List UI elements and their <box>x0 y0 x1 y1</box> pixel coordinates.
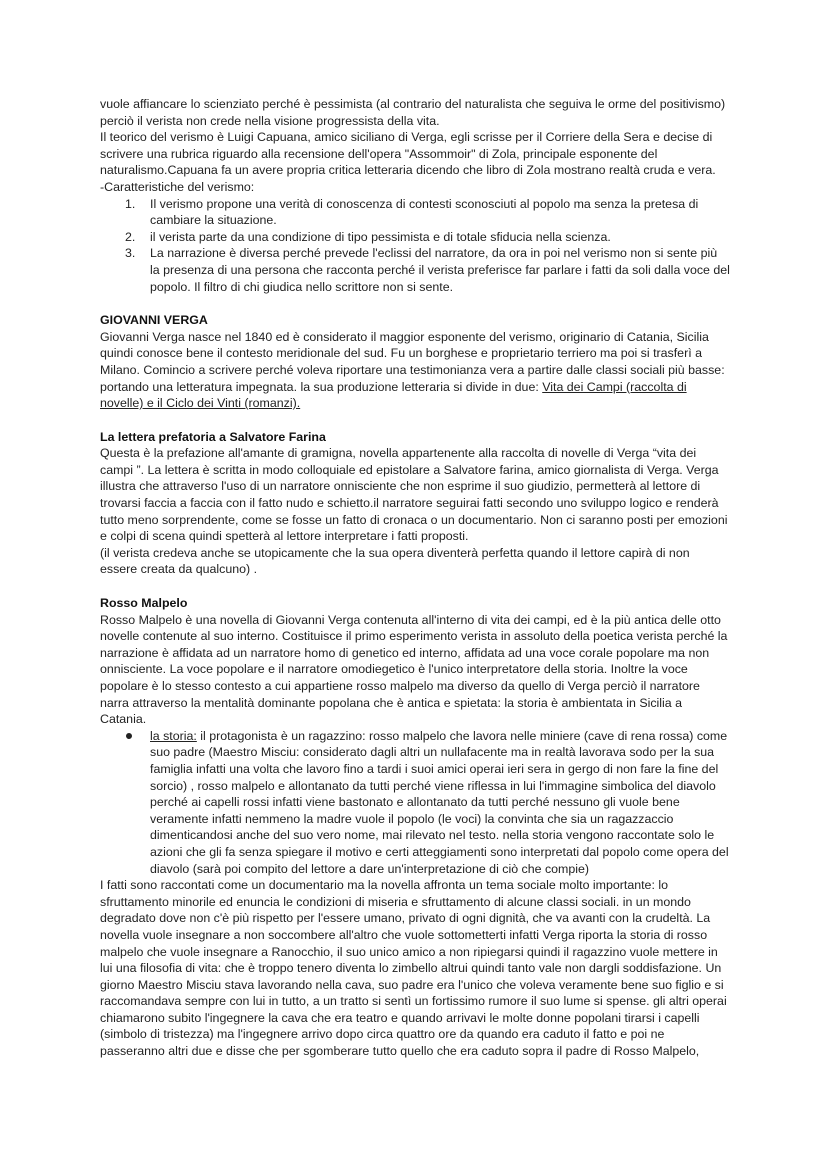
list-number: 3. <box>125 246 136 261</box>
list-item <box>100 229 730 246</box>
list-item-text: Il verismo propone una verità di conoscenza di contesti sconosciuti al popolo ma senza la pretesa di cambiare la situazione. <box>150 196 699 228</box>
bullet-dot-icon <box>126 733 132 739</box>
verismo-features-list <box>100 196 730 296</box>
list-item <box>100 245 730 295</box>
verga-heading: GIOVANNI VERGA <box>100 313 208 328</box>
section-spacer <box>100 412 730 429</box>
story-label: la storia: <box>150 728 197 743</box>
list-item-text: il verista parte da una condizione di tipo pessimista e di totale sfiducia nella scienza. <box>150 229 611 244</box>
document-page <box>100 96 730 1060</box>
intro-paragraph-1: vuole affiancare lo scienziato perché è pessimista (al contrario del naturalista che seguiva le orme del positivismo) perciò il verista non crede nella visione progressista della vita. <box>100 97 726 128</box>
verga-paragraph <box>100 329 730 412</box>
story-text: il protagonista è un ragazzino: rosso malpelo che lavora nelle miniere (cave di rena rossa) come suo padre (Maestro Misciu: considerato dagli altri un nullafacente ma in realtà lavorava sodo per la sua famiglia infatti una volta che lavoro fino a tardi i suoi amici operai ieri sera in gergo di non fare la fine del sorcio) , rosso malpelo e allontanato da tutti perché viene riflessa in lui l'immagine simbolica del diavolo perché ai capelli rossi infatti viene bastonato e allontanato da tutti perché nessuno gli vuole bene veramente infatti nemmeno la madre vuole il popolo (le voci) la convinta che sia un ragazzaccio dimenticandosi anche del suo vero nome, mai rilevato nel testo. nella storia vengono raccontate solo le azioni che gli fa senza spiegare il motivo e certi atteggiamenti sono interpretati dal popolo come opera del diavolo (sarà poi compito del lettore a dare un'interpretazione di ciò che compie) <box>150 728 729 876</box>
list-number: 1. <box>125 196 136 211</box>
rosso-paragraph-2: I fatti sono raccontati come un documentario ma la novella affronta un tema sociale molto importante: lo sfruttamento minorile ed enuncia le condizioni di miseria e sfruttamento di alcune classi sociali. in un mondo degradato dove non c'è più rispetto per l'essere umano, privato di ogni dignità, che va avanti con la crudeltà. La novella vuole insegnare a non soccombere all'altro che vuole sottometterti infatti Verga riporta la storia di rosso malpelo che vuole insegnare a Ranocchio, il suo unico amico a non ripiegarsi quindi il ragazzino vuole mettere in lui una filosofia di vita: che è troppo tenero diventa lo zimbello altrui quindi tanto vale non dargli soddisfazione. Un giorno Maestro Misciu stava lavorando nella cava, suo padre era l'unico che voleva veramente bene suo figlio e si raccomandava sempre con lui in tutto, a un tratto si sentì un fortissimo rumore il suo lume si spense. gli altri operai chiamarono subito l'ingegnere la cava che era teatro e quando arrivavi le molte donne popolani tirarsi i capelli (simbolo di tristezza) ma l'ingegnere arrivo dopo circa quattro ore da quando era caduto il fatto e poi ne passeranno altri due e disse che per sgomberare tutto quello che era caduto sopra il padre di Rosso Malpelo, <box>100 878 727 1059</box>
story-bullet <box>100 728 730 877</box>
list-number: 2. <box>125 229 136 244</box>
intro-paragraph-2: Il teorico del verismo è Luigi Capuana, amico siciliano di Verga, egli scrisse per il Corriere della Sera e decise di scrivere una rubrica riguardo alla recensione dell'opera "Assommoir" di Zola, principale esponente del naturalismo.Capuana fa un avere propria critica letteraria dicendo che libro di Zola mostrano realtà cruda e vera. <box>100 130 716 178</box>
rosso-heading: Rosso Malpelo <box>100 596 188 611</box>
list-item-text: La narrazione è diversa perché prevede l'eclissi del narratore, da ora in poi nel verismo non si sente più la presenza di una persona che racconta perché il verista preferisce far parlare i fatti da soli dalla voce del popolo. Il filtro di chi giudica nello scrittore non si sente. <box>150 246 730 294</box>
lettera-heading: La lettera prefatoria a Salvatore Farina <box>100 429 326 444</box>
verga-works-underlined: Vita dei Campi (raccolta di novelle) e il Ciclo dei Vinti (romanzi). <box>100 379 687 411</box>
intro-paragraph-3: -Caratteristiche del verismo: <box>100 179 255 194</box>
rosso-paragraph-1: Rosso Malpelo è una novella di Giovanni Verga contenuta all'interno di vita dei campi, ed è la più antica delle otto novelle contenute al suo interno. Costituisce il primo esperimento verista in assoluto della poetica verista perché la narrazione è affidata ad un narratore homo di genetico ed interno, affidata ad una voce corale popolare ma non onnisciente. La voce popolare e il narratore omodiegetico è l'unico interpretatore della storia. Inoltre la voce popolare è lo stesso contesto a cui appartiene rosso malpelo ma diverso da quello di Verga perciò il narratore narra attraverso la mentalità dominante popolana che è antica e spietata: la storia è ambientata in Sicilia a Catania. <box>100 612 728 727</box>
section-spacer <box>100 578 730 595</box>
lettera-paragraph-1: Questa è la prefazione all'amante di gramigna, novella appartenente alla raccolta di novelle di Verga “vita dei campi ”. La lettera è scritta in modo colloquiale ed epistolare a Salvatore farina, amico giornalista di Verga. Verga illustra che attraverso l'uso di un narratore onnisciente che non esprime il suo giudizio, permetterà al lettore di trovarsi faccia a faccia con il fatto nudo e schietto.il narratore seguirai fatti secondo uno sviluppo logico e renderà tutto meno sorprendente, come se fosse un fatto di cronaca o un documentario. Non ci saranno posti per emozioni e colpi di scena quindi spetterà al lettore interpretare i fatti proposti. <box>100 446 728 544</box>
section-spacer <box>100 295 730 312</box>
verga-text: Giovanni Verga nasce nel 1840 ed è considerato il maggior esponente del verismo, originario di Catania, Sicilia quindi conosce bene il contesto meridionale del sud. Fu un borghese e proprietario terriero ma poi si trasferì a Milano. Comincio a scrivere perché voleva riportare una testimonianza vera a partire dalle classi sociali più basse: portando una letteratura impegnata. la sua produzione letteraria si divide in due: <box>100 329 725 394</box>
list-item <box>100 196 730 229</box>
lettera-paragraph-2: (il verista credeva anche se utopicamente che la sua opera diventerà perfetta quando il lettore capirà di non essere creata da qualcuno) . <box>100 545 690 577</box>
